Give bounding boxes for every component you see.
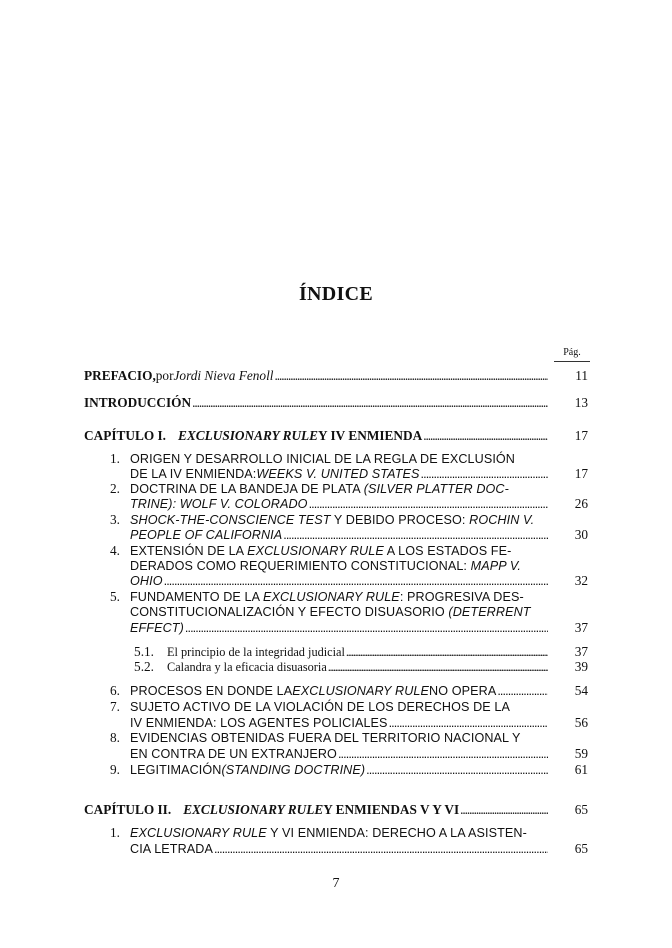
toc-number: 9. bbox=[110, 762, 120, 777]
toc-number: 7. bbox=[110, 699, 120, 714]
toc-page-capitulo-2: 65 bbox=[574, 802, 588, 817]
toc-number: 8. bbox=[110, 730, 120, 745]
leader-dots bbox=[422, 428, 548, 444]
toc-entry-8-line1[interactable]: EVIDENCIAS OBTENIDAS FUERA DEL TERRITORIO NACIONAL Y bbox=[130, 731, 521, 745]
toc-number: 2. bbox=[110, 481, 120, 496]
toc-entry-3-line2[interactable]: PEOPLE OF CALIFORNIA . . . bbox=[130, 527, 548, 543]
toc-page-4: 32 bbox=[574, 573, 588, 588]
toc-entry-4-line2[interactable]: DERADOS COMO REQUERIMIENTO CONSTITUCIONAL: MAPP V. bbox=[130, 559, 522, 573]
toc-page-c2-1: 65 bbox=[574, 841, 588, 856]
toc-number: 5.1. bbox=[134, 644, 154, 659]
toc-entry-capitulo-1[interactable]: CAPÍTULO I. EXCLUSIONARY RULE Y IV ENMIENDA . . . bbox=[84, 428, 548, 444]
leader-dots bbox=[163, 573, 548, 589]
toc-entry-prefacio[interactable]: PREFACIO, por Jordi Nieva Fenoll . . . bbox=[84, 368, 548, 384]
toc-number: 3. bbox=[110, 512, 120, 527]
leader-dots bbox=[191, 395, 548, 411]
toc-entry-7-line2[interactable]: IV ENMIENDA: LOS AGENTES POLICIALES . . . bbox=[130, 715, 548, 731]
toc-entry-5-1[interactable]: El principio de la integridad judicial . . . bbox=[167, 644, 548, 660]
leader-dots bbox=[337, 746, 548, 762]
toc-page-capitulo-1: 17 bbox=[574, 428, 588, 443]
toc-number: 1. bbox=[110, 451, 120, 466]
leader-dots bbox=[327, 659, 548, 675]
toc-entry-7-line1[interactable]: SUJETO ACTIVO DE LA VIOLACIÓN DE LOS DERECHOS DE LA bbox=[130, 700, 510, 714]
toc-page-2: 26 bbox=[574, 496, 588, 511]
toc-entry-6[interactable]: PROCESOS EN DONDE LA EXCLUSIONARY RULE NO OPERA . . . bbox=[130, 683, 548, 699]
toc-entry-c2-1-line1[interactable]: EXCLUSIONARY RULE Y VI ENMIENDA: DERECHO A LA ASISTEN- bbox=[130, 826, 527, 840]
toc-page-9: 61 bbox=[574, 762, 588, 777]
leader-dots bbox=[213, 841, 548, 857]
toc-entry-2-line1[interactable]: DOCTRINA DE LA BANDEJA DE PLATA (SILVER PLATTER DOC- bbox=[130, 482, 509, 496]
leader-dots bbox=[365, 762, 548, 778]
leader-dots bbox=[184, 620, 548, 636]
toc-entry-5-line3[interactable]: EFFECT) . . . bbox=[130, 620, 548, 636]
leader-dots bbox=[459, 802, 548, 818]
toc-entry-2-line2[interactable]: TRINE): WOLF V. COLORADO . . . bbox=[130, 496, 548, 512]
leader-dots bbox=[273, 368, 548, 384]
toc-page-8: 59 bbox=[574, 746, 588, 761]
toc-page-5-1: 37 bbox=[574, 644, 588, 659]
toc-entry-8-line2[interactable]: EN CONTRA DE UN EXTRANJERO . . . bbox=[130, 746, 548, 762]
toc-page-introduccion: 13 bbox=[574, 395, 588, 410]
toc-page-prefacio: 11 bbox=[575, 368, 588, 383]
toc-entry-4-line1[interactable]: EXTENSIÓN DE LA EXCLUSIONARY RULE A LOS ESTADOS FE- bbox=[130, 544, 512, 558]
toc-page-3: 30 bbox=[574, 527, 588, 542]
page-column-label: Pág. bbox=[563, 347, 581, 358]
toc-entry-1-line2[interactable]: DE LA IV ENMIENDA: WEEKS V. UNITED STATES . . . bbox=[130, 466, 548, 482]
toc-page-5-2: 39 bbox=[574, 659, 588, 674]
leader-dots bbox=[345, 644, 548, 660]
leader-dots bbox=[308, 496, 548, 512]
toc-entry-9[interactable]: LEGITIMACIÓN (STANDING DOCTRINE) . . . bbox=[130, 762, 548, 778]
toc-entry-5-line1[interactable]: FUNDAMENTO DE LA EXCLUSIONARY RULE: PROGRESIVA DES- bbox=[130, 590, 524, 604]
toc-number: 5. bbox=[110, 589, 120, 604]
toc-entry-4-line3[interactable]: OHIO . . . bbox=[130, 573, 548, 589]
toc-page-5: 37 bbox=[574, 620, 588, 635]
toc-number: 6. bbox=[110, 683, 120, 698]
toc-entry-3-line1[interactable]: SHOCK-THE-CONSCIENCE TEST Y DEBIDO PROCESO: ROCHIN V. bbox=[130, 513, 535, 527]
toc-number: 4. bbox=[110, 543, 120, 558]
toc-entry-1-line1[interactable]: ORIGEN Y DESARROLLO INICIAL DE LA REGLA DE EXCLUSIÓN bbox=[130, 452, 516, 466]
toc-page-7: 56 bbox=[574, 715, 588, 730]
toc-page-1: 17 bbox=[574, 466, 588, 481]
toc-number: 1. bbox=[110, 825, 120, 840]
leader-dots bbox=[420, 466, 548, 482]
toc-entry-5-line2[interactable]: CONSTITUCIONALIZACIÓN Y EFECTO DISUASORIO (DETERRENT bbox=[130, 605, 531, 619]
toc-entry-5-2[interactable]: Calandra y la eficacia disuasoria . . . bbox=[167, 659, 548, 675]
leader-dots bbox=[496, 683, 548, 699]
toc-number: 5.2. bbox=[134, 659, 154, 674]
page-title: ÍNDICE bbox=[298, 283, 374, 305]
toc-entry-introduccion[interactable]: INTRODUCCIÓN . . . bbox=[84, 395, 548, 411]
toc-entry-c2-1-line2[interactable]: CIA LETRADA . . . bbox=[130, 841, 548, 857]
toc-page-6: 54 bbox=[574, 683, 588, 698]
page-number: 7 bbox=[332, 876, 340, 891]
page-column-rule bbox=[554, 361, 590, 362]
leader-dots bbox=[282, 527, 548, 543]
leader-dots bbox=[388, 715, 548, 731]
toc-entry-capitulo-2[interactable]: CAPÍTULO II. EXCLUSIONARY RULE Y ENMIENDAS V Y VI . . . bbox=[84, 802, 548, 818]
